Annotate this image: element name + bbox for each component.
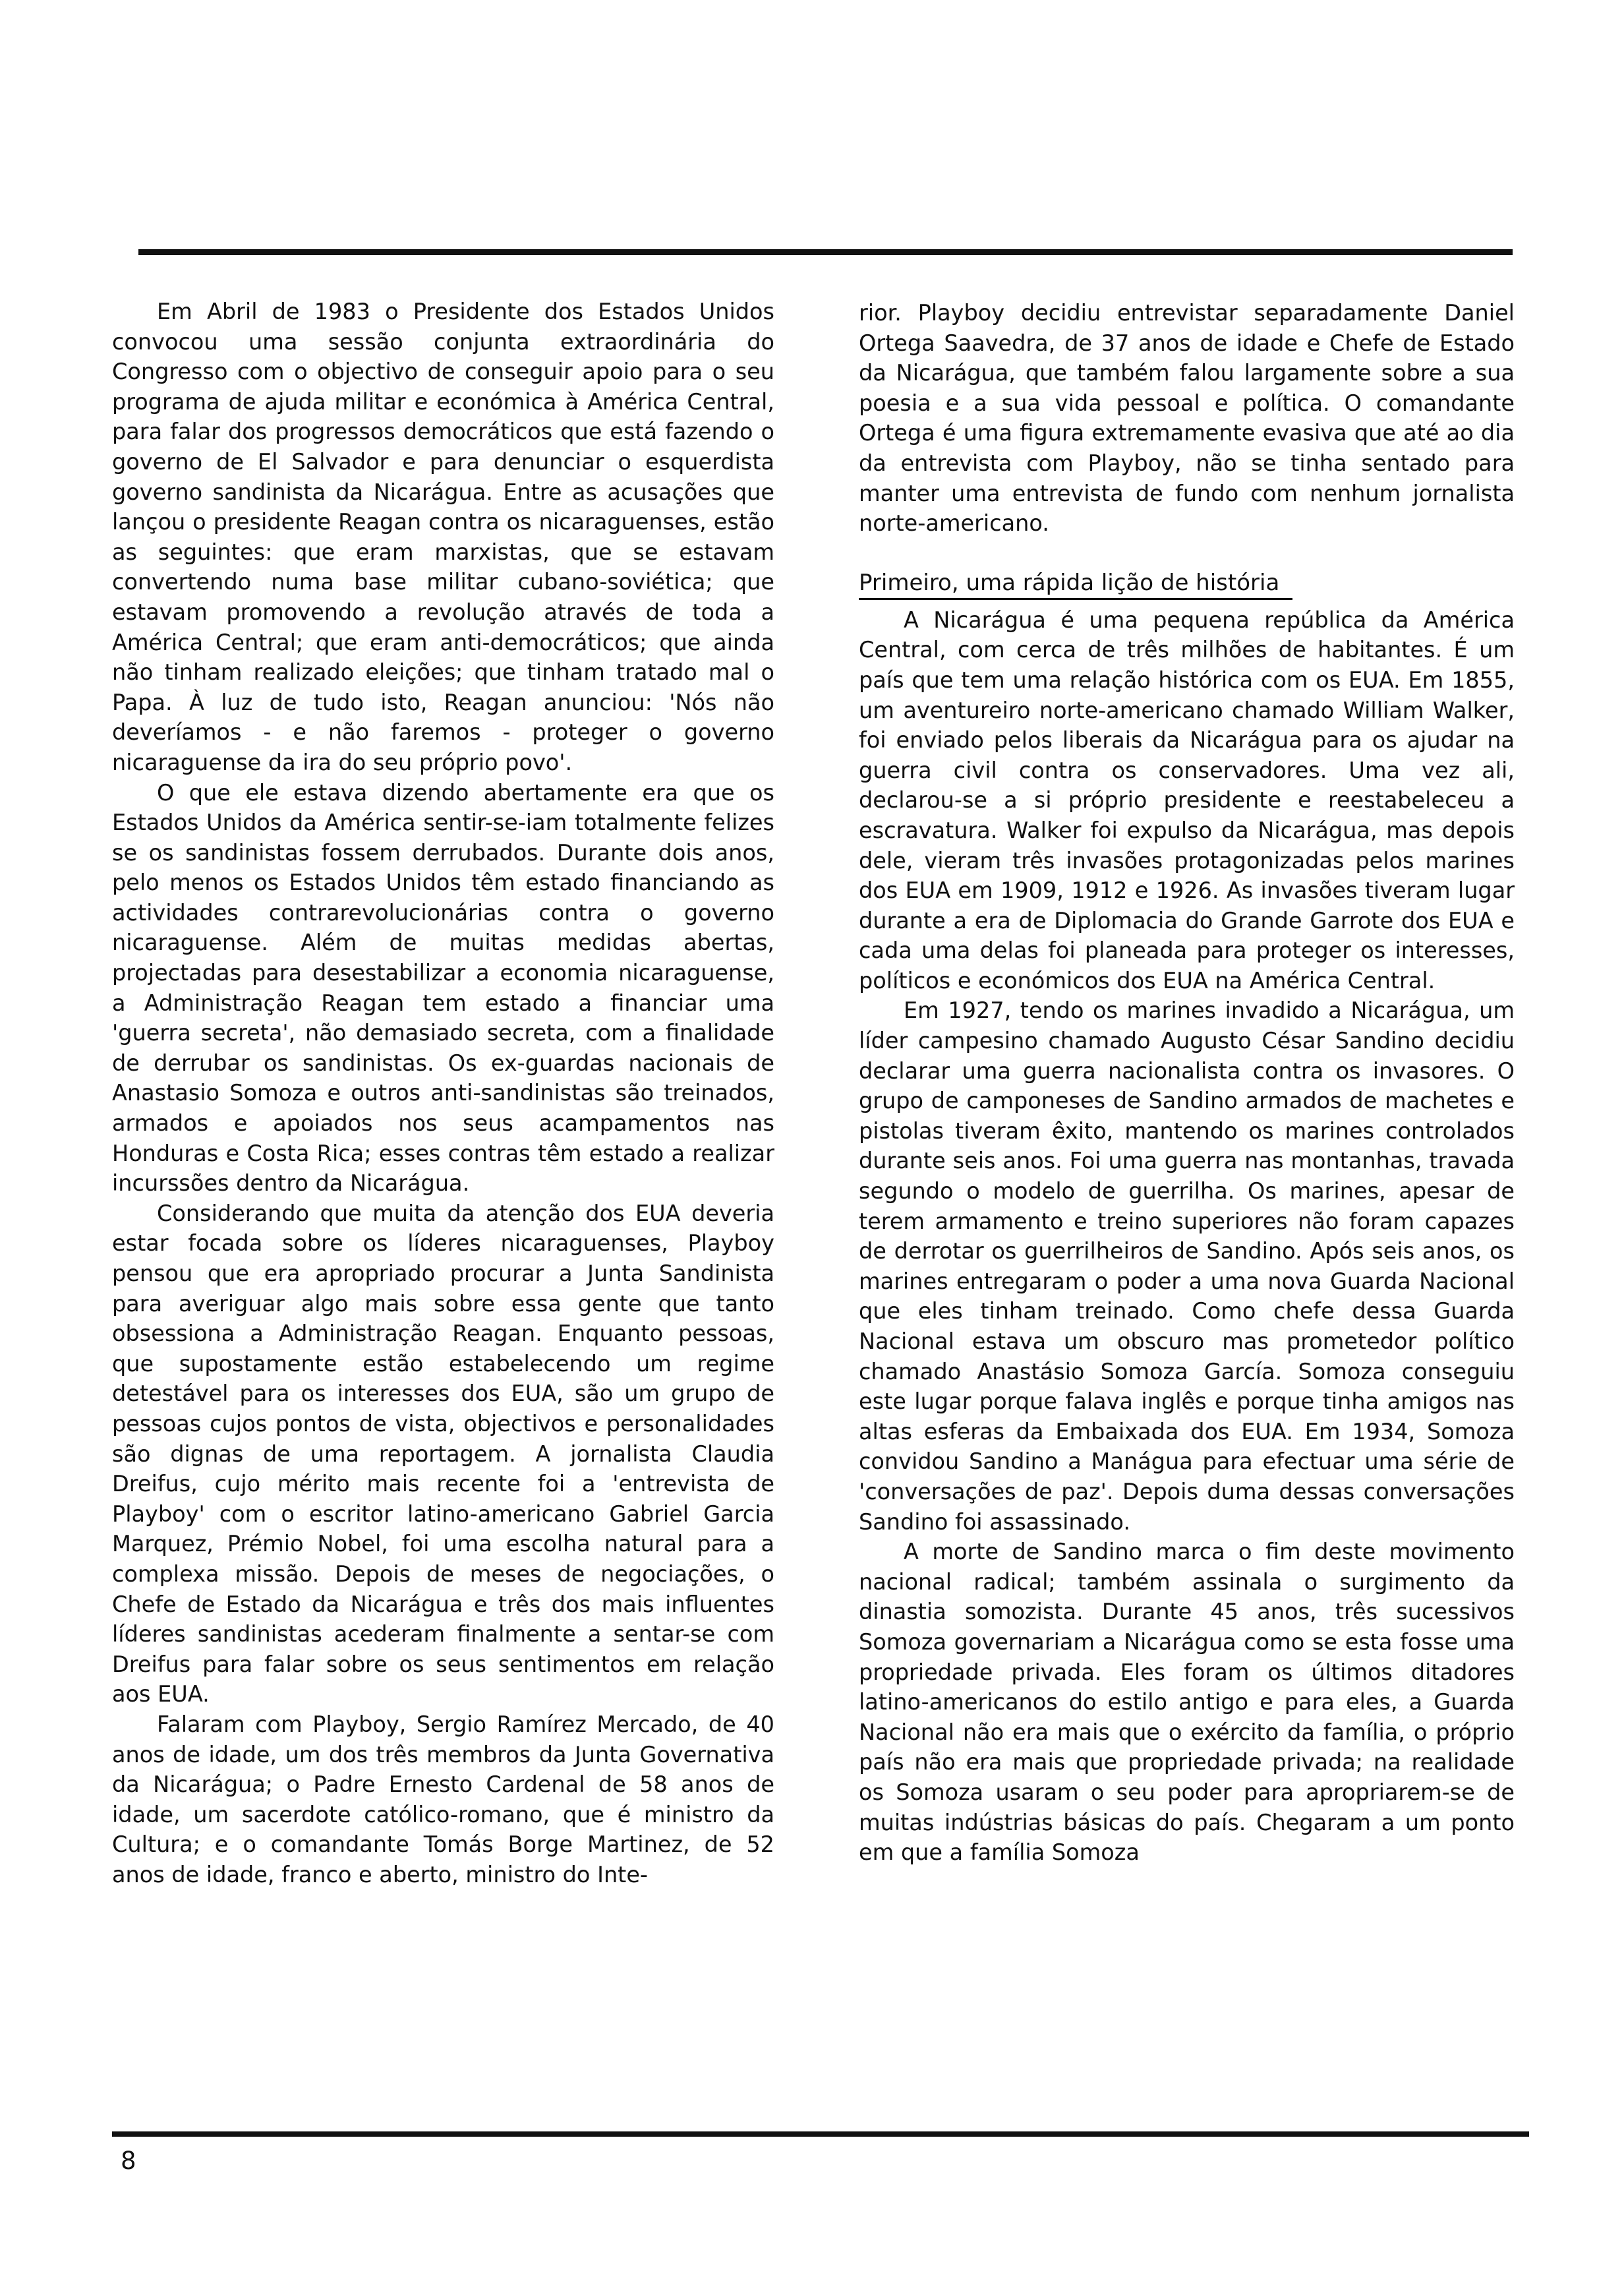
paragraph: Considerando que muita da atenção dos EUA deveria estar focada sobre os líderes nicaraguenses, Playboy pensou que era apropriado procurar a Junta Sandinista para averiguar algo mais sobre essa gente que tanto obsessiona a Administração Reagan. Enquanto pessoas, que supostamente estão estabelecendo um regime detestável para os interesses dos EUA, são um grupo de pessoas cujos pontos de vista, objectivos e personalidades são dignas de uma reportagem. A jornalista Claudia Dreifus, cujo mérito mais recente foi a 'entrevista de Playboy' com o escritor latino-americano Gabriel Garcia Marquez, Prémio Nobel, foi uma escolha natural para a complexa missão. Depois de meses de negociações, o Chefe de Estado da Nicarágua e três dos mais influentes líderes sandinistas acederam finalmente a sentar-se com Dreifus para falar sobre os seus sentimentos em relação aos EUA. <box>112 1200 774 1708</box>
section-heading: Primeiro, uma rápida lição de história <box>859 568 1292 600</box>
paragraph: Em 1927, tendo os marines invadido a Nicarágua, um líder campesino chamado Augusto César Sandino decidiu declarar uma guerra nacionalista contra os invasores. O grupo de camponeses de Sandino armados de machetes e pistolas tiveram êxito, mantendo os marines controlados durante seis anos. Foi uma guerra nas montanhas, travada segundo o modelo de guerrilha. Os marines, apesar de terem armamento e treino superiores não foram capazes de derrotar os guerrilheiros de Sandino. Após seis anos, os marines entregaram o poder a uma nova Guarda Nacional que eles tinham treinado. Como chefe dessa Guarda Nacional estava um obscuro mas prometedor político chamado Anastásio Somoza García. Somoza conseguiu este lugar porque falava inglês e porque tinha amigos nas altas esferas da Embaixada dos EUA. Em 1934, Somoza convidou Sandino a Manágua para efectuar uma série de 'conversações de paz'. Depois duma dessas conversações Sandino foi assassinado. <box>859 997 1515 1535</box>
left-column <box>112 297 774 2116</box>
paragraph: A morte de Sandino marca o fim deste movimento nacional radical; também assinala o surgimento da dinastia somozista. Durante 45 anos, três sucessivos Somoza governariam a Nicarágua como se esta fosse uma propriedade privada. Eles foram os últimos ditadores latino-americanos do estilo antigo e para eles, a Guarda Nacional não era mais que o exército da família, o próprio país não era mais que propriedade privada; na realidade os Somoza usaram o seu poder para apropriarem-se de muitas indústrias básicas do país. Chegaram a um ponto em que a família Somoza <box>859 1539 1515 1866</box>
paragraph: A Nicarágua é uma pequena república da América Central, com cerca de três milhões de habitantes. É um país que tem uma relação histórica com os EUA. Em 1855, um aventureiro norte-americano chamado William Walker, foi enviado pelos liberais da Nicarágua para os ajudar na guerra civil contra os conservadores. Uma vez ali, declarou-se a si próprio presidente e reestabeleceu a escravatura. Walker foi expulso da Nicarágua, mas depois dele, vieram três invasões protagonizadas pelos marines dos EUA em 1909, 1912 e 1926. As invasões tiveram lugar durante a era de Diplomacia do Grande Garrote dos EUA e cada uma delas foi planeada para proteger os interesses, políticos e económicos dos EUA na América Central. <box>859 607 1515 994</box>
page-number: 8 <box>121 2147 136 2175</box>
paragraph: O que ele estava dizendo abertamente era que os Estados Unidos da América sentir-se-iam totalmente felizes se os sandinistas fossem derrubados. Durante dois anos, pelo menos os Estados Unidos têm estado financiando as actividades contrarevolucionárias contra o governo nicaraguense. Além de muitas medidas abertas, projectadas para desestabilizar a economia nicaraguense, a Administração Reagan tem estado a financiar uma 'guerra secreta', não demasiado secreta, com a finalidade de derrubar os sandinistas. Os ex-guardas nacionais de Anastasio Somoza e outros anti-sandinistas são treinados, armados e apoiados nos seus acampamentos nas Honduras e Costa Rica; esses contras têm estado a realizar incurssões dentro da Nicarágua. <box>112 779 774 1197</box>
paragraph: Falaram com Playboy, Sergio Ramírez Mercado, de 40 anos de idade, um dos três membros da Junta Governativa da Nicarágua; o Padre Ernesto Cardenal de 58 anos de idade, um sacerdote católico-romano, que é ministro da Cultura; e o comandante Tomás Borge Martinez, de 52 anos de idade, franco e aberto, ministro do Inte- <box>112 1711 774 1888</box>
right-column <box>859 298 1515 2118</box>
paragraph-continued: rior. Playboy decidiu entrevistar separadamente Daniel Ortega Saavedra, de 37 anos de idade e Chefe de Estado da Nicarágua, que também falou largamente sobre a sua poesia e a sua vida pessoal e política. O comandante Ortega é uma figura extremamente evasiva que até ao dia da entrevista com Playboy, não se tinha sentado para manter uma entrevista de fundo com nenhum jornalista norte-americano. <box>859 300 1515 537</box>
paragraph: Em Abril de 1983 o Presidente dos Estados Unidos convocou uma sessão conjunta extraordinária do Congresso com o objectivo de conseguir apoio para o seu programa de ajuda militar e económica à América Central, para falar dos progressos democráticos que está fazendo o governo de El Salvador e para denunciar o esquerdista governo sandinista da Nicarágua. Entre as acusações que lançou o presidente Reagan contra os nicaraguenses, estão as seguintes: que eram marxistas, que se estavam convertendo numa base militar cubano-soviética; que estavam promovendo a revolução através de toda a América Central; que eram anti-democráticos; que ainda não tinham realizado eleições; que tinham tratado mal o Papa. À luz de tudo isto, Reagan anunciou: 'Nós não deveríamos - e não faremos - proteger o governo nicaraguense da ira do seu próprio povo'. <box>112 299 774 775</box>
top-rule <box>138 249 1513 255</box>
bottom-rule <box>112 2131 1529 2137</box>
